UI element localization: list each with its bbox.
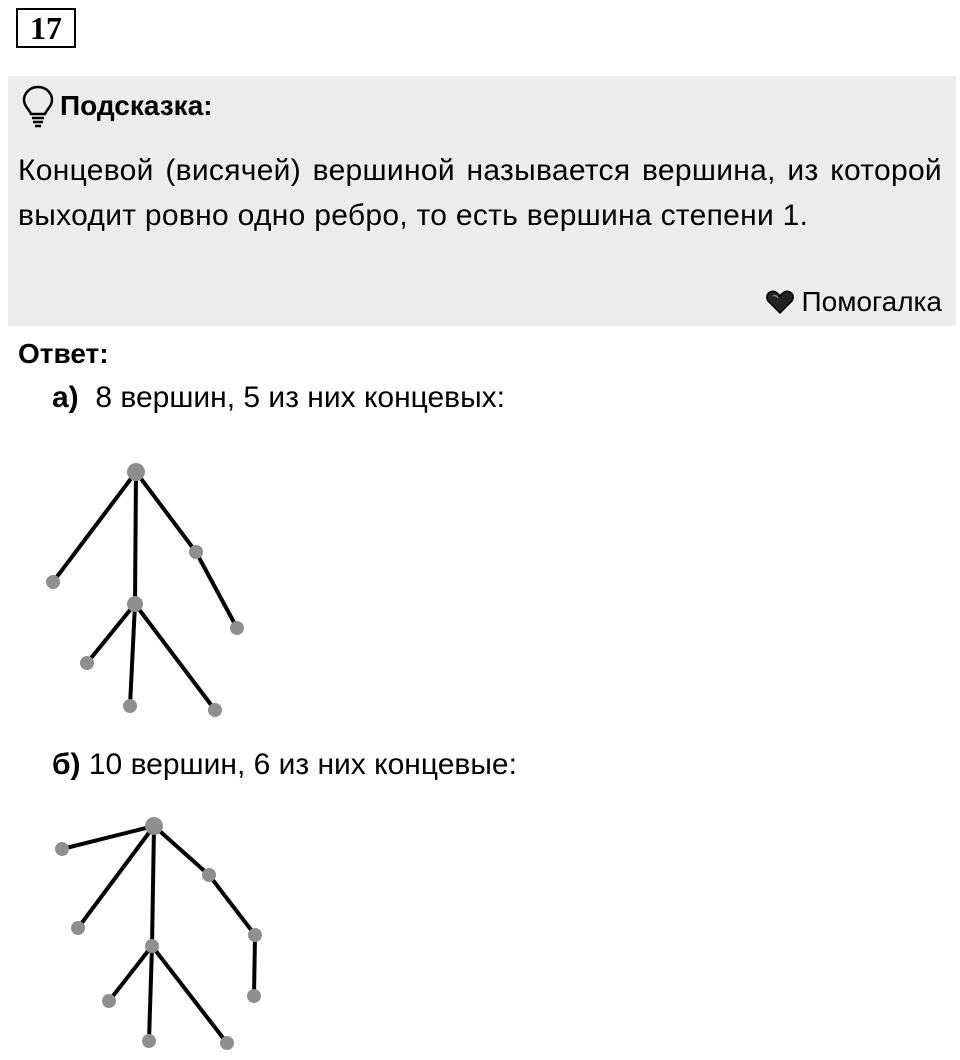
graph-edge xyxy=(152,946,227,1043)
hint-box xyxy=(8,76,956,326)
hint-source-label: Помогалка xyxy=(801,286,942,317)
graph-edge xyxy=(135,604,215,710)
graph-vertex xyxy=(145,817,163,835)
graph-edge xyxy=(254,935,255,996)
item-letter-b: б) xyxy=(52,748,81,781)
tree-graph-b xyxy=(40,805,300,1055)
graph-vertex xyxy=(142,1034,156,1048)
answer-item-a xyxy=(52,378,505,418)
graph-vertex xyxy=(220,1036,234,1050)
graph-vertex xyxy=(102,994,116,1008)
graph-edge xyxy=(135,472,136,604)
graph-edge xyxy=(136,472,196,552)
graph-edge xyxy=(109,946,152,1001)
tree-graph-a xyxy=(30,450,290,730)
graph-vertex xyxy=(80,656,94,670)
graph-vertex xyxy=(55,842,69,856)
graph-vertex xyxy=(208,703,222,717)
graph-edge xyxy=(196,552,237,628)
graph-vertex xyxy=(123,699,137,713)
task-number: 17 xyxy=(16,8,76,48)
item-text-a: 8 вершин, 5 из них концевых: xyxy=(95,381,506,414)
graph-vertex xyxy=(202,868,216,882)
answer-label: Ответ: xyxy=(18,338,109,369)
graph-edge xyxy=(87,604,135,663)
hint-title: Подсказка: xyxy=(60,90,213,121)
item-letter-a: а) xyxy=(52,381,79,414)
graph-edge xyxy=(152,826,154,946)
hint-text: Концевой (висячей) вершиной называется вершина, из которой выходит ровно одно ребро, то есть вершина степени 1. xyxy=(18,154,942,232)
graph-vertex xyxy=(145,939,159,953)
graph-vertex xyxy=(189,545,203,559)
graph-vertex xyxy=(127,463,145,481)
graph-vertex xyxy=(247,989,261,1003)
graph-edge xyxy=(53,472,136,582)
answer-item-b xyxy=(52,745,517,785)
graph-edge xyxy=(149,946,152,1041)
graph-vertex xyxy=(46,575,60,589)
graph-edge xyxy=(130,604,135,706)
graph-edge xyxy=(209,875,255,935)
item-text-b: 10 вершин, 6 из них концевые: xyxy=(88,748,517,781)
heart-icon xyxy=(766,289,794,315)
graph-edge xyxy=(154,826,209,875)
graph-vertex xyxy=(248,928,262,942)
lightbulb-icon xyxy=(20,84,56,128)
graph-vertex xyxy=(127,596,143,612)
hint-header xyxy=(20,84,213,128)
graph-vertex xyxy=(230,621,244,635)
graph-vertex xyxy=(71,921,85,935)
hint-source xyxy=(766,282,942,322)
